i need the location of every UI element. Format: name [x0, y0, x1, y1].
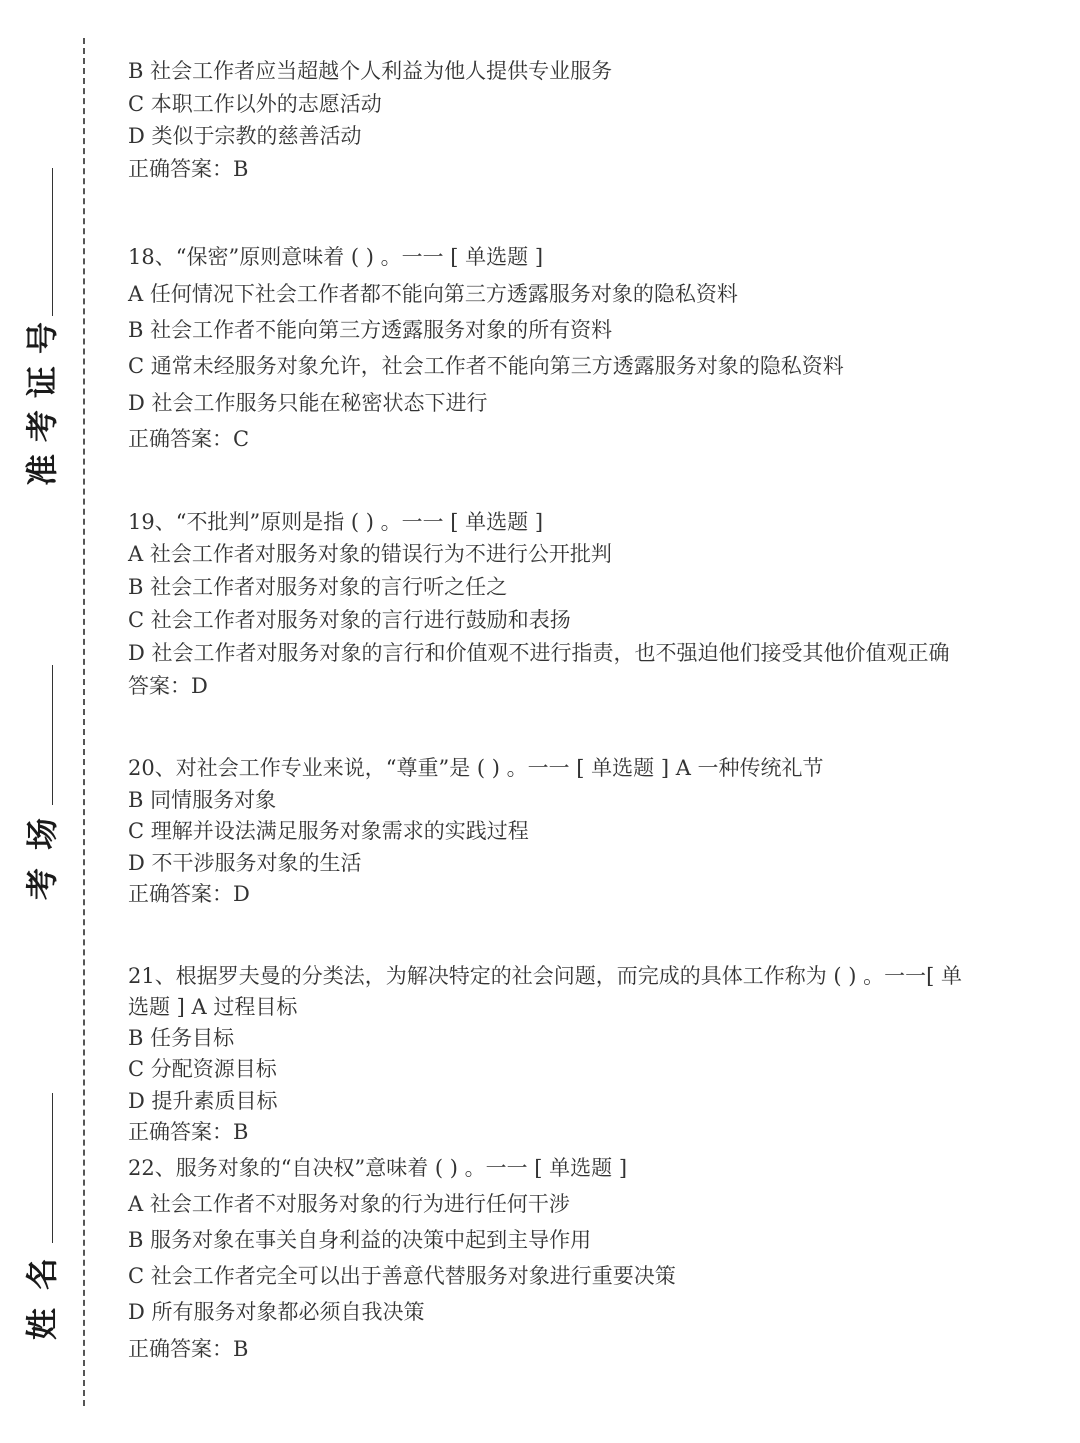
exam-room-char-2: 考	[23, 868, 61, 901]
q18-option-d: D 社会工作服务只能在秘密状态下进行	[128, 391, 488, 415]
q21-option-d: D 提升素质目标	[128, 1089, 278, 1113]
q19-answer: 答案：D	[128, 674, 208, 698]
q21-answer: 正确答案：B	[128, 1120, 249, 1144]
q20-option-d: D 不干涉服务对象的生活	[128, 851, 362, 875]
exam-room-label	[22, 818, 62, 900]
q18-option-b: B 社会工作者不能向第三方透露服务对象的所有资料	[128, 318, 613, 342]
candidate-no-char-4: 准	[23, 454, 61, 487]
q22-answer: 正确答案：B	[128, 1337, 249, 1361]
q19-option-b: B 社会工作者对服务对象的言行听之任之	[128, 575, 508, 599]
q18-option-a: A 任何情况下社会工作者都不能向第三方透露服务对象的隐私资料	[128, 282, 738, 306]
name-char-1: 名	[23, 1258, 61, 1291]
name-underline	[52, 1093, 53, 1243]
q18-answer: 正确答案：C	[128, 427, 250, 451]
q22-option-d: D 所有服务对象都必须自我决策	[128, 1300, 425, 1324]
q21-option-c: C 分配资源目标	[128, 1057, 277, 1081]
q18-stem: 18、“保密”原则意味着 ( ) 。一一 [ 单选题 ]	[128, 245, 544, 269]
q20-answer: 正确答案：D	[128, 882, 250, 906]
candidate-no-char-3: 考	[23, 410, 61, 443]
q19-option-c: C 社会工作者对服务对象的言行进行鼓励和表扬	[128, 608, 571, 632]
q21-option-b: B 任务目标	[128, 1026, 235, 1050]
q19-stem: 19、“不批判”原则是指 ( ) 。一一 [ 单选题 ]	[128, 510, 544, 534]
q20-option-b: B 同情服务对象	[128, 788, 277, 812]
q19-option-d: D 社会工作者对服务对象的言行和价值观不进行指责，也不强迫他们接受其他价值观正确	[128, 641, 950, 665]
q22-stem: 22、服务对象的“自决权”意味着 ( ) 。一一 [ 单选题 ]	[128, 1156, 628, 1180]
q17-option-c: C 本职工作以外的志愿活动	[128, 92, 382, 116]
q21-stem: 21、根据罗夫曼的分类法，为解决特定的社会问题，而完成的具体工作称为 ( ) 。一一[ 单	[128, 964, 962, 988]
exam-room-underline	[52, 665, 53, 805]
q21-stem-cont: 选题 ] A 过程目标	[128, 995, 298, 1019]
exam-room-char-1: 场	[23, 818, 61, 851]
q20-stem: 20、对社会工作专业来说，“尊重”是 ( ) 。一一 [ 单选题 ] A 一种传统礼节	[128, 756, 824, 780]
q17-answer: 正确答案：B	[128, 157, 249, 181]
q22-option-c: C 社会工作者完全可以出于善意代替服务对象进行重要决策	[128, 1264, 676, 1288]
q22-option-b: B 服务对象在事关自身利益的决策中起到主导作用	[128, 1228, 592, 1252]
q17-option-b: B 社会工作者应当超越个人利益为他人提供专业服务	[128, 59, 613, 83]
q17-option-d: D 类似于宗教的慈善活动	[128, 124, 362, 148]
q18-option-c: C 通常未经服务对象允许，社会工作者不能向第三方透露服务对象的隐私资料	[128, 354, 844, 378]
binding-dashed-line	[83, 38, 85, 1406]
candidate-no-char-2: 证	[23, 366, 61, 399]
q19-option-a: A 社会工作者对服务对象的错误行为不进行公开批判	[128, 542, 612, 566]
name-char-2: 姓	[23, 1308, 61, 1341]
q20-option-c: C 理解并设法满足服务对象需求的实践过程	[128, 819, 529, 843]
candidate-no-underline	[52, 168, 53, 316]
q22-option-a: A 社会工作者不对服务对象的行为进行任何干涉	[128, 1192, 570, 1216]
name-label	[22, 1258, 62, 1340]
candidate-no-char-1: 号	[23, 322, 61, 355]
candidate-no-label	[22, 322, 62, 486]
